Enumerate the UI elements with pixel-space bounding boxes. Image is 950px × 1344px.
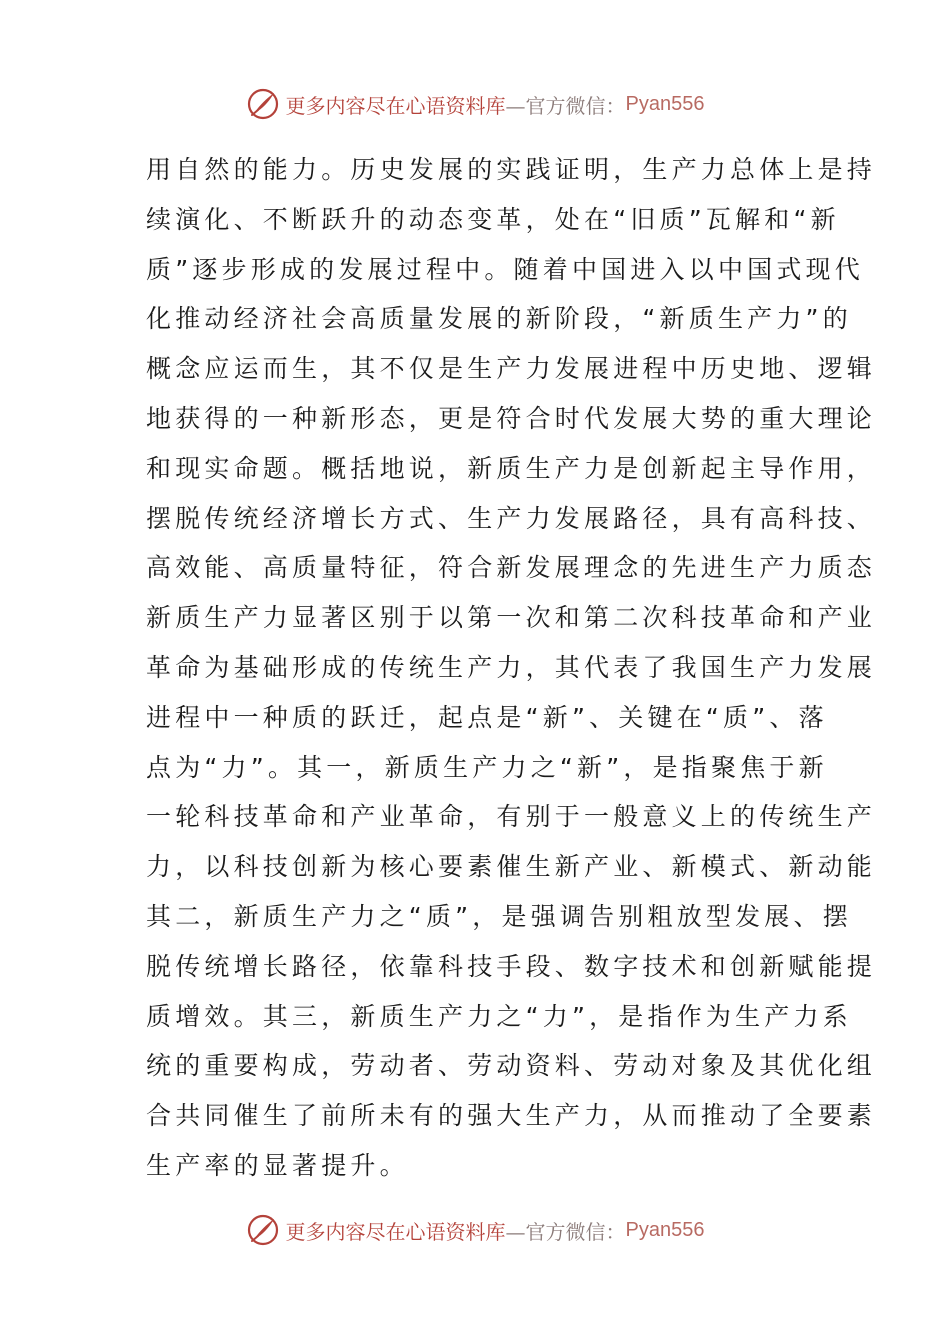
text-line: 新质生产力显著区别于以第一次和第二次科技革命和产业 — [146, 603, 877, 633]
footer-wechat-label: —官方微信： — [505, 1219, 626, 1244]
footer-site-text: 更多内容尽在心语资料库 — [285, 1219, 506, 1244]
text-line: 地获得的一种新形态，更是符合时代发展大势的重大理论 — [146, 403, 877, 433]
text-line: 合共同催生了前所未有的强大生产力，从而推动了全要素 — [146, 1101, 877, 1131]
text-line: 其二，新质生产力之“质”，是强调告别粗放型发展、摆 — [146, 901, 852, 931]
text-line: 质”逐步形成的发展过程中。随着中国进入以中国式现代 — [146, 254, 864, 284]
text-line: 化推动经济社会高质量发展的新阶段，“新质生产力”的 — [146, 304, 852, 334]
quill-seal-icon — [246, 1213, 280, 1247]
header-wechat-id: Pyan556 — [625, 92, 705, 115]
text-line: 高效能、高质量特征，符合新发展理念的先进生产力质态 — [146, 553, 877, 583]
text-line: 质增效。其三，新质生产力之“力”，是指作为生产力系 — [146, 1001, 852, 1031]
header-banner — [0, 84, 950, 124]
text-line: 续演化、不断跃升的动态变革，处在“旧质”瓦解和“新 — [146, 204, 840, 234]
header-wechat-label: —官方微信： — [505, 93, 626, 118]
text-line: 和现实命题。概括地说，新质生产力是创新起主导作用， — [146, 453, 877, 483]
text-line: 力，以科技创新为核心要素催生新产业、新模式、新动能 — [146, 852, 877, 882]
footer-banner — [0, 1210, 950, 1250]
text-line: 脱传统增长路径，依靠科技手段、数字技术和创新赋能提 — [146, 951, 877, 981]
text-line: 生产率的显著提升。 — [146, 1150, 409, 1180]
text-line: 摆脱传统经济增长方式、生产力发展路径，具有高科技、 — [146, 503, 877, 533]
text-line: 用自然的能力。历史发展的实践证明，生产力总体上是持 — [146, 155, 877, 184]
document-body — [146, 145, 877, 1191]
text-line: 点为“力”。其一，新质生产力之“新”，是指聚焦于新 — [146, 752, 828, 782]
header-site-text: 更多内容尽在心语资料库 — [285, 93, 506, 118]
text-line: 一轮科技革命和产业革命，有别于一般意义上的传统生产 — [146, 802, 877, 832]
footer-wechat-id: Pyan556 — [625, 1218, 705, 1241]
text-line: 革命为基础形成的传统生产力，其代表了我国生产力发展 — [146, 652, 877, 682]
quill-seal-icon — [246, 87, 280, 121]
text-line: 进程中一种质的跃迁，起点是“新”、关键在“质”、落 — [146, 702, 828, 732]
text-line: 统的重要构成，劳动者、劳动资料、劳动对象及其优化组 — [146, 1051, 877, 1081]
text-line: 概念应运而生，其不仅是生产力发展进程中历史地、逻辑 — [146, 354, 877, 384]
